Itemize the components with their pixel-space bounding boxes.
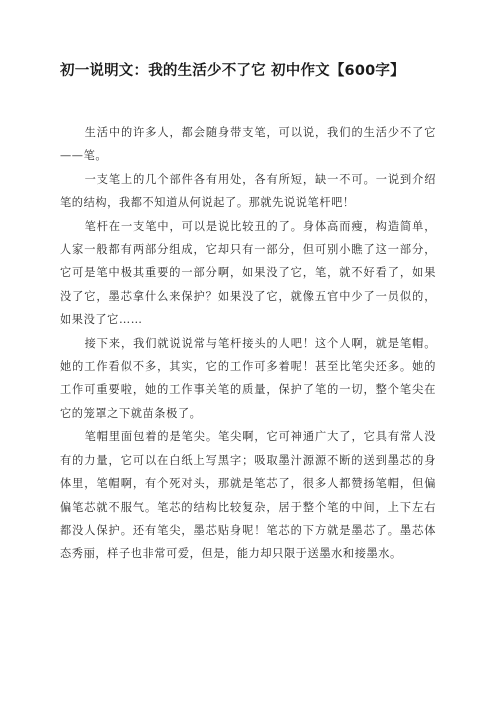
document-title: 初一说明文：我的生活少不了它 初中作文【600字】 xyxy=(60,63,405,79)
paragraph: 笔帽里面包着的是笔尖。笔尖啊，它可神通广大了，它具有常人没有的力量，它可以在白纸上写黑字；吸取墨汁源源不断的送到墨芯的身体里，笔帽啊，有个死对头，那就是笔芯了，很多人都赞扬笔帽，但偏偏笔芯就不服气。笔芯的结构比较复杂，居于整个笔的中间，上下左右都没人保护。还有笔尖，墨芯贴身呢！笔芯的下方就是墨芯了。墨芯体态秀丽，样子也非常可爱，但是，能力却只限于送墨水和接墨水。 xyxy=(60,430,436,561)
document-body xyxy=(60,121,436,566)
paragraph: 接下来，我们就说说常与笔杆接头的人吧！这个人啊，就是笔帽。她的工作看似不多，其实，它的工作可多着呢！甚至比笔尖还多。她的工作可重要啦，她的工作事关笔的质量，保护了笔的一切，整个笔尖在它的笼罩之下就苗条极了。 xyxy=(60,336,436,420)
paragraph: 一支笔上的几个部件各有用处，各有所短，缺一不可。一说到介绍笔的结构，我都不知道从何说起了。那就先说说笔杆吧！ xyxy=(60,172,436,210)
paragraph: 生活中的许多人，都会随身带支笔，可以说，我们的生活少不了它——笔。 xyxy=(60,126,436,163)
paragraph: 笔杆在一支笔中，可以是说比较丑的了。身体高而瘦，构造简单，人家一般都有两部分组成，它却只有一部分，但可别小瞧了这一部分，它可是笔中极其重要的一部分啊，如果没了它，笔，就不好看了，如果没了它，墨芯拿什么来保护？如果没了它，就像五官中少了一员似的，如果没了它…… xyxy=(60,219,436,327)
